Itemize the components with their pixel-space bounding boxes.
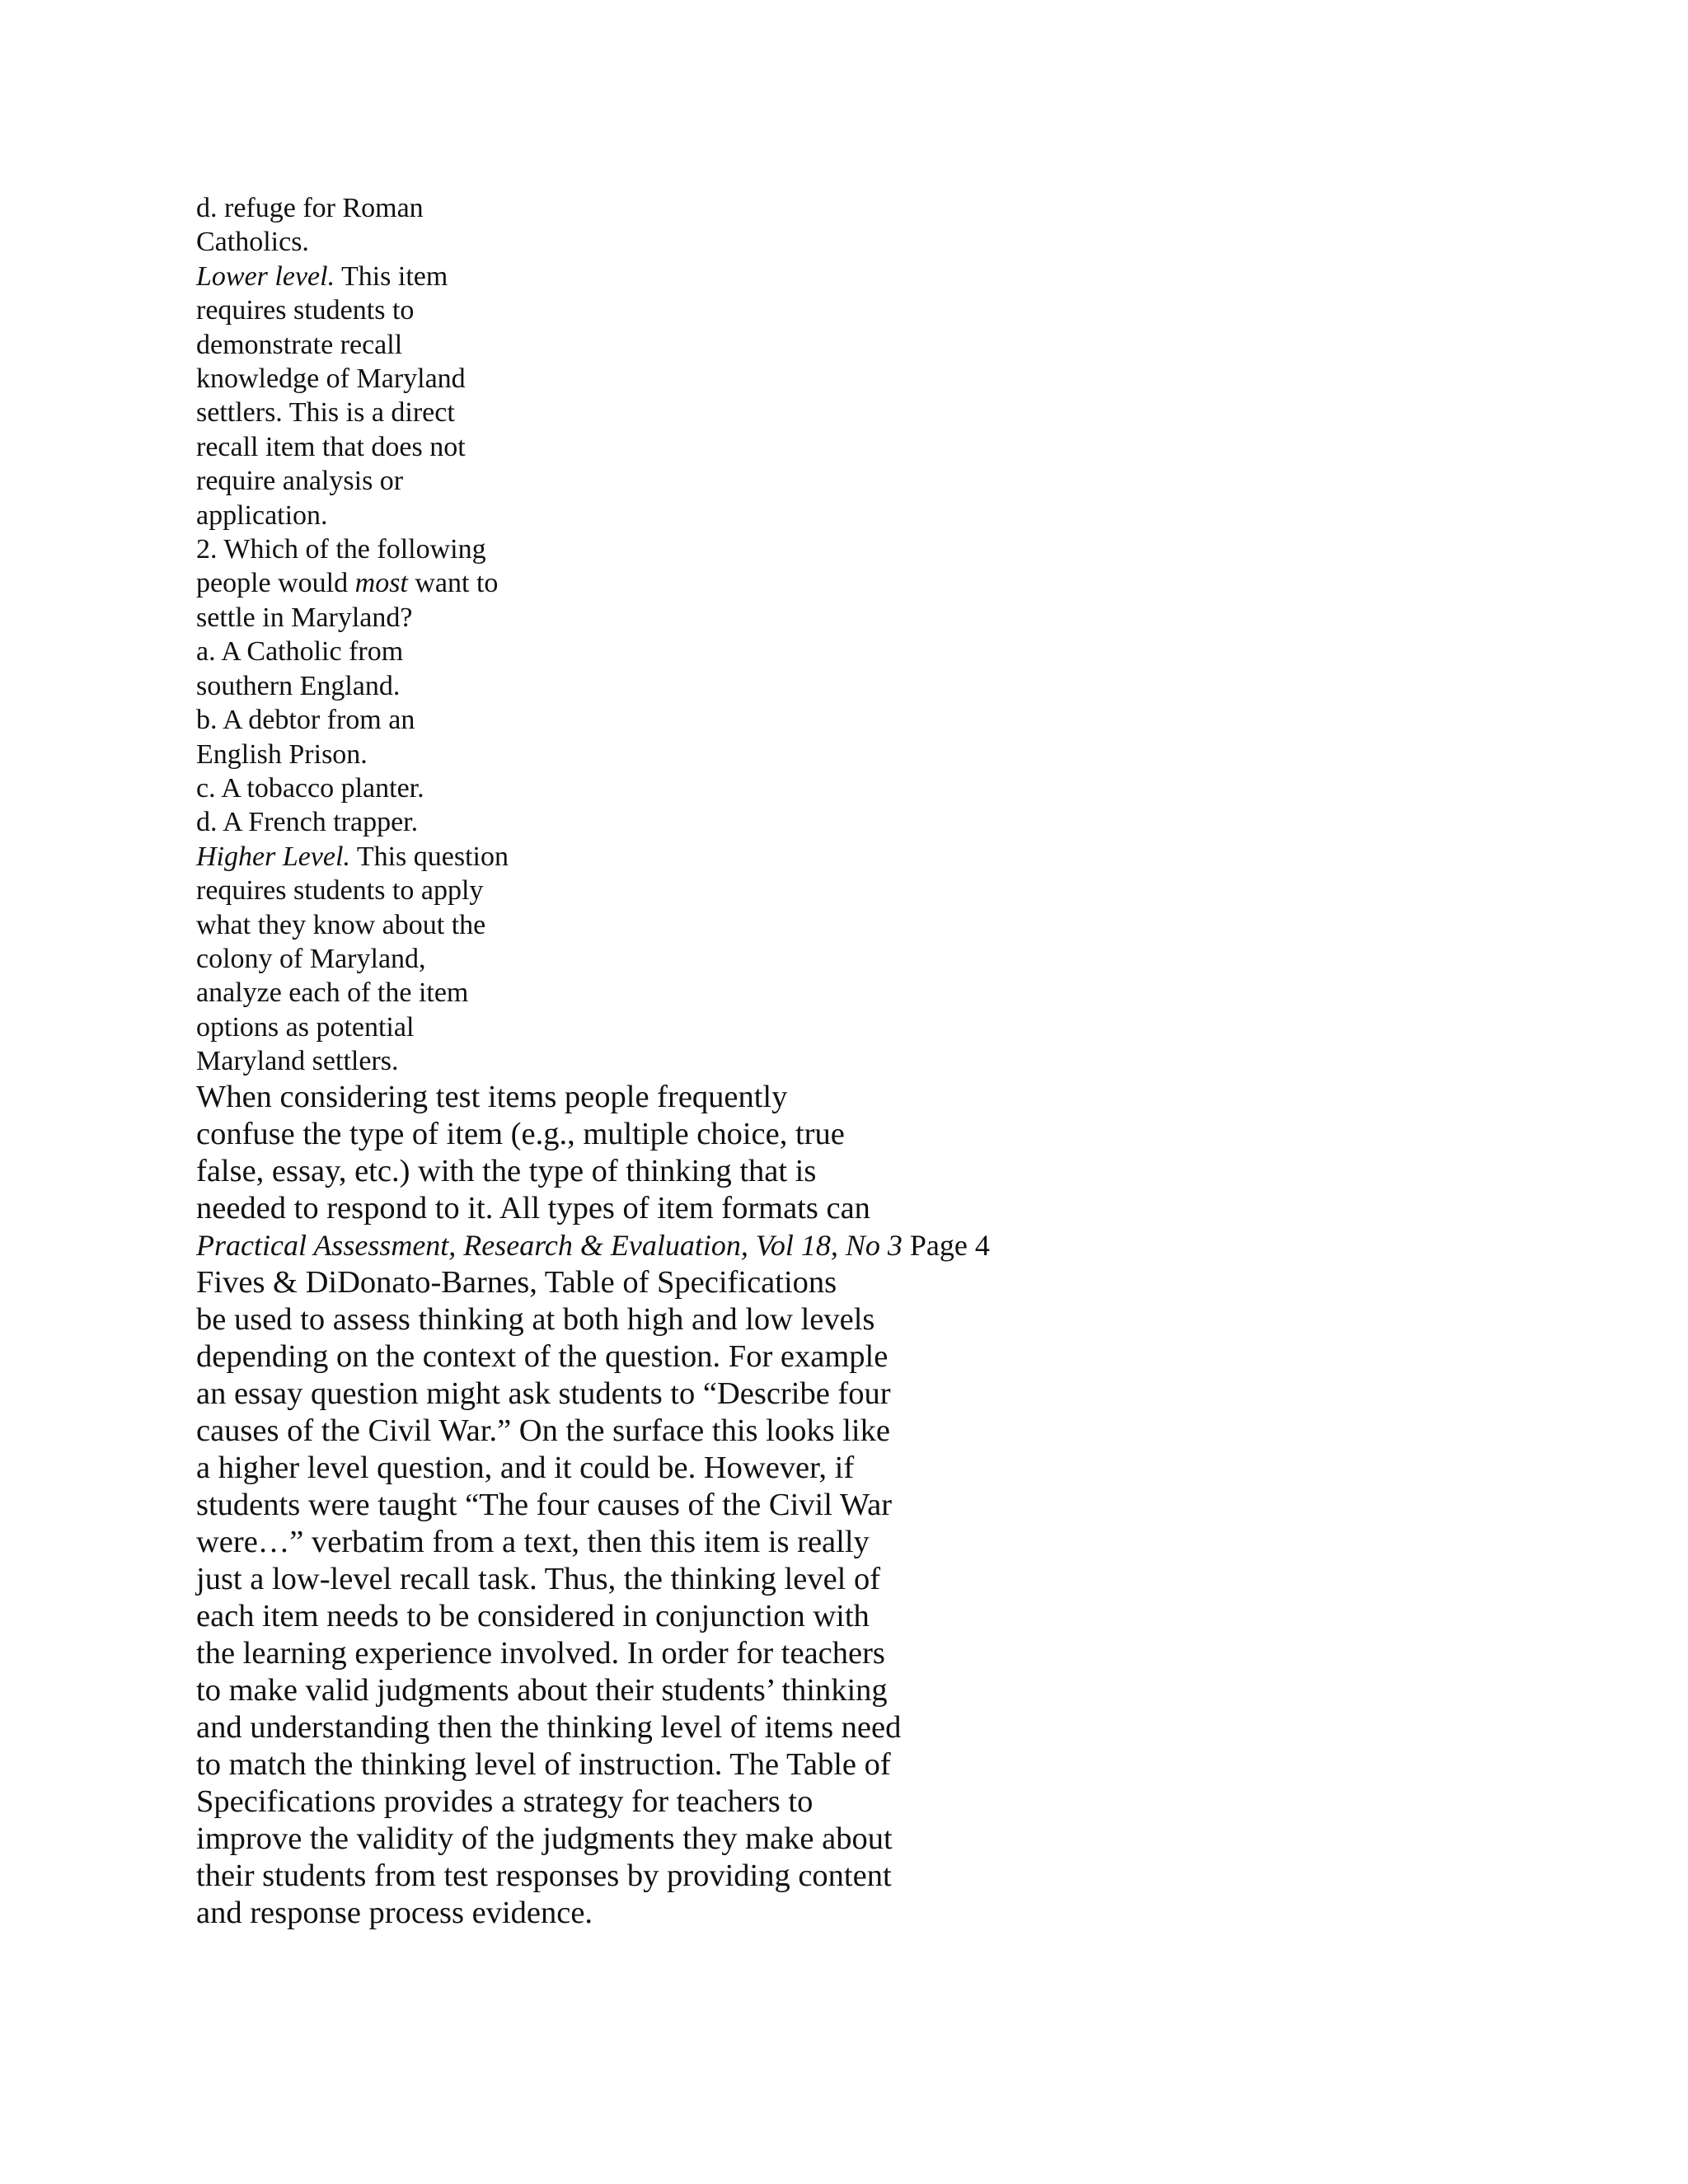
body-paragraph-line: a higher level question, and it could be. However, if	[196, 1450, 855, 1485]
item2-stem-line: 2. Which of the following	[196, 534, 486, 565]
page-number: Page 4	[902, 1228, 990, 1262]
item2-note-line: analyze each of the item	[196, 977, 469, 1009]
item2-note-line: colony of Maryland,	[196, 943, 426, 974]
item2-option-line: c. A tobacco planter.	[196, 772, 424, 804]
body-paragraph-line: the learning experience involved. In order for teachers	[196, 1635, 885, 1671]
running-header-authors: Fives & DiDonato-Barnes, Table of Specifications	[196, 1264, 837, 1300]
item2-note-line	[196, 840, 1350, 874]
body-paragraph-line: were…” verbatim from a text, then this item is really	[196, 1524, 870, 1559]
running-header	[196, 1227, 1350, 1264]
body-paragraph-line: be used to assess thinking at both high and low levels	[196, 1301, 875, 1337]
body-paragraph-line: needed to respond to it. All types of item formats can	[196, 1190, 870, 1226]
body-paragraph-line: false, essay, etc.) with the type of thinking that is	[196, 1153, 817, 1188]
body-paragraph-line: just a low-level recall task. Thus, the thinking level of	[196, 1561, 881, 1596]
item2-option-line: southern England.	[196, 670, 401, 701]
item1-note-line: application.	[196, 499, 328, 531]
body-paragraph-line: an essay question might ask students to “Describe four	[196, 1376, 891, 1411]
item1-note-line: demonstrate recall	[196, 329, 403, 360]
level-label-lower: Lower level.	[196, 260, 335, 292]
body-paragraph-line: to make valid judgments about their students’ thinking	[196, 1672, 888, 1708]
item2-option-line: d. A French trapper.	[196, 807, 419, 838]
text-column	[196, 191, 1350, 1932]
item2-note-line: requires students to apply	[196, 875, 484, 907]
item1-note-line: requires students to	[196, 295, 415, 326]
body-paragraph-line: improve the validity of the judgments they make about	[196, 1821, 893, 1856]
item2-stem-emphasis: most	[354, 568, 408, 599]
body-paragraph-line: and response process evidence.	[196, 1895, 593, 1930]
body-paragraph-line: each item needs to be considered in conjunction with	[196, 1598, 870, 1633]
item2-stem-text: want to	[407, 568, 499, 599]
body-paragraph-line: and understanding then the thinking level of items need	[196, 1709, 902, 1745]
item1-note-line: require analysis or	[196, 466, 404, 497]
item2-option-line: English Prison.	[196, 738, 368, 770]
body-paragraph-line: students were taught “The four causes of the Civil War	[196, 1487, 893, 1522]
body-paragraph-line: causes of the Civil War.” On the surface this looks like	[196, 1413, 890, 1448]
item1-note-line: recall item that does not	[196, 431, 466, 462]
body-paragraph-line: to match the thinking level of instruction. The Table of	[196, 1746, 891, 1782]
item1-note-line	[196, 260, 1350, 293]
item1-note-line: knowledge of Maryland	[196, 363, 466, 395]
item1-note-text: This item	[335, 260, 448, 292]
item2-option-line: a. A Catholic from	[196, 636, 404, 668]
item2-option-line: b. A debtor from an	[196, 705, 415, 736]
body-paragraph-line: depending on the context of the question. For example	[196, 1338, 889, 1374]
level-label-higher: Higher Level.	[196, 841, 350, 872]
item2-note-line: options as potential	[196, 1011, 415, 1043]
item2-note-text: This question	[349, 841, 509, 872]
body-paragraph-line: Specifications provides a strategy for teachers to	[196, 1783, 814, 1819]
item1-note-line: settlers. This is a direct	[196, 397, 455, 429]
item2-stem-line: settle in Maryland?	[196, 602, 413, 633]
body-paragraph-line: confuse the type of item (e.g., multiple choice, true	[196, 1116, 845, 1151]
journal-citation: Practical Assessment, Research & Evaluation, Vol 18, No 3	[196, 1228, 903, 1262]
item2-note-line: what they know about the	[196, 909, 486, 940]
item1-option-d-line: Catholics.	[196, 227, 309, 258]
item2-stem-line	[196, 566, 1350, 600]
item2-note-line: Maryland settlers.	[196, 1046, 399, 1077]
item2-stem-text: people would	[196, 568, 355, 599]
body-paragraph-line: When considering test items people frequently	[196, 1079, 788, 1114]
body-paragraph-line: their students from test responses by providing content	[196, 1858, 892, 1893]
item1-option-d-line: d. refuge for Roman	[196, 193, 424, 223]
